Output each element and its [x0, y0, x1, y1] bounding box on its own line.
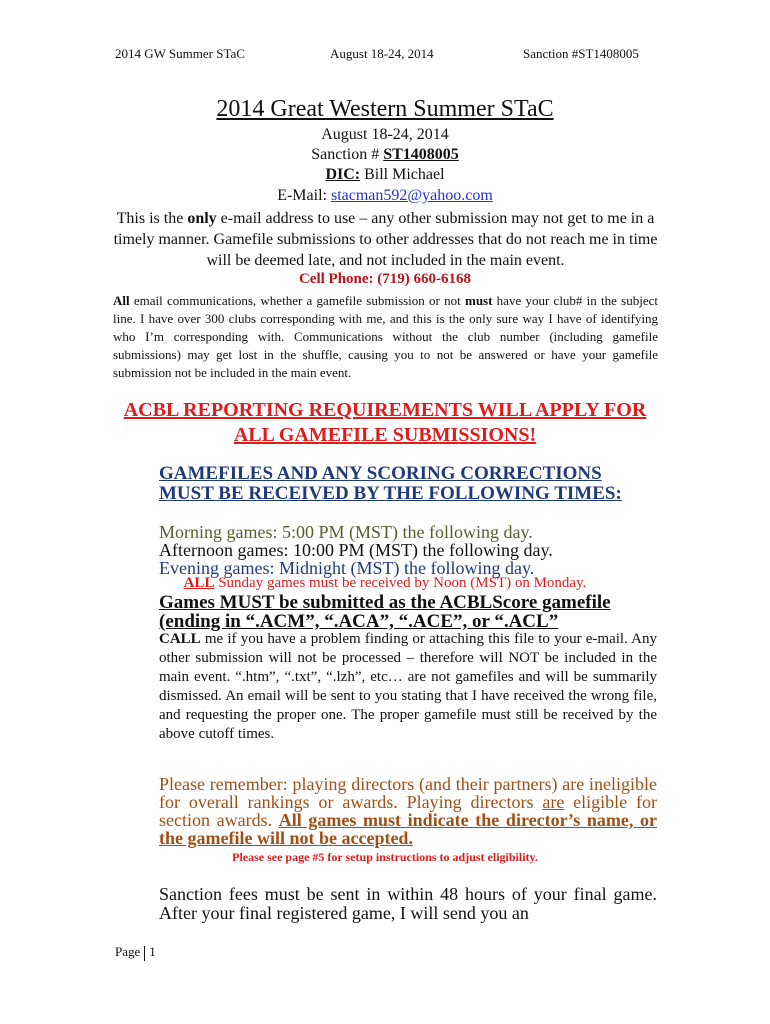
call-text: me if you have a problem finding or attaching this file to your e-mail. Any other submission will not be processed – therefore will NOT be included in the main event. “.htm”, “.txt”, “.lzh”, etc… are not gamefiles and will be summarily dismissed. An email will be sent to you stating that I have received the wrong file, and requesting the proper one. The proper gamefile must still be received by the above cutoff times. — [159, 631, 657, 742]
remember-are: are — [542, 792, 565, 812]
page-number: 1 — [149, 944, 156, 959]
header-doc-title: 2014 GW Summer STaC — [115, 46, 245, 61]
setup-instructions-note: Please see page #5 for setup instructions to adjust eligibility. — [232, 850, 538, 864]
playing-directors-note — [159, 775, 657, 847]
gamefiles-deadline-heading: GAMEFILES AND ANY SCORING CORRECTIONS MUST BE RECEIVED BY THE FOLLOWING TIMES: — [159, 463, 622, 504]
comms-text1: email communications, whether a gamefile submission or not — [129, 293, 465, 308]
comms-text2: have your club# in the subject line. I have over 300 clubs corresponding with me, and this is the only sure way I have of identifying who I’m corresponding with. Communications without the club number (including gamefile submissions) may get lost in the shuffle, causing you to not be answered or have your gamefile submission not be included in the main event. — [113, 293, 658, 380]
only-note-post: e-mail address to use – any other submission may not get to me in a timely manner. Gamefile submissions to other addresses that do not reach me in time will be deemed late, and not included in the main event. — [113, 210, 658, 269]
cell-phone: Cell Phone: (719) 660-6168 — [298, 271, 472, 287]
email-label: E-Mail: — [277, 187, 331, 204]
acbl-line-2: ALL GAMEFILE SUBMISSIONS! — [233, 424, 537, 446]
sunday-text: Sunday games must be received by Noon (MST) on Monday. — [214, 575, 587, 591]
header-dates: August 18-24, 2014 — [330, 46, 434, 61]
event-dates: August 18-24, 2014 — [321, 126, 449, 143]
sanction-number: ST1408005 — [383, 146, 459, 163]
comms-all: All — [113, 293, 130, 308]
evening-deadline: Evening games: Midnight (MST) the following day. — [159, 558, 535, 578]
footer-divider — [144, 946, 145, 961]
gamefile-format-requirement: Games MUST be submitted as the ACBLScore gamefile (ending in “.ACM”, “.ACA”, “.ACE”, or “.ACL” — [159, 592, 611, 632]
sanction-label: Sanction # — [311, 146, 384, 163]
page-label: Page — [115, 944, 141, 959]
acbl-line-1: ACBL REPORTING REQUIREMENTS WILL APPLY FOR — [123, 399, 647, 421]
dic-name: Bill Michael — [360, 166, 445, 183]
dic-line — [0, 166, 770, 184]
sunday-all: ALL — [183, 575, 215, 591]
only-note-bold: only — [187, 210, 217, 227]
page-footer — [115, 944, 156, 961]
page-title: 2014 Great Western Summer STaC — [216, 96, 554, 122]
sanction-fees-paragraph: Sanction fees must be sent in within 48 hours of your final game. After your final registered game, I will send you an — [159, 884, 657, 923]
acbl-requirements-heading — [0, 398, 770, 448]
header-sanction: Sanction #ST1408005 — [523, 46, 639, 61]
only-note-pre: This is the — [116, 210, 188, 227]
remember-bold: All games must indicate the director’s name, or the gamefile will not be accepted. — [159, 810, 657, 848]
communications-note — [113, 292, 658, 382]
call-instructions — [159, 630, 657, 744]
email-link[interactable]: stacman592@yahoo.com — [330, 187, 493, 204]
sunday-deadline — [0, 575, 770, 592]
email-line — [0, 187, 770, 205]
call-bold: CALL — [159, 631, 201, 647]
remember-text2: eligible for section awards. — [159, 792, 657, 830]
morning-deadline: Morning games: 5:00 PM (MST) the following day. — [159, 522, 533, 542]
remember-text1: Please remember: playing directors (and their partners) are ineligible for overall rankings or awards. Playing directors — [159, 774, 657, 812]
dic-label: DIC: — [325, 166, 361, 183]
sanction-line — [0, 146, 770, 164]
afternoon-deadline: Afternoon games: 10:00 PM (MST) the following day. — [159, 540, 553, 560]
comms-must: must — [464, 293, 493, 308]
only-address-note — [113, 208, 658, 271]
